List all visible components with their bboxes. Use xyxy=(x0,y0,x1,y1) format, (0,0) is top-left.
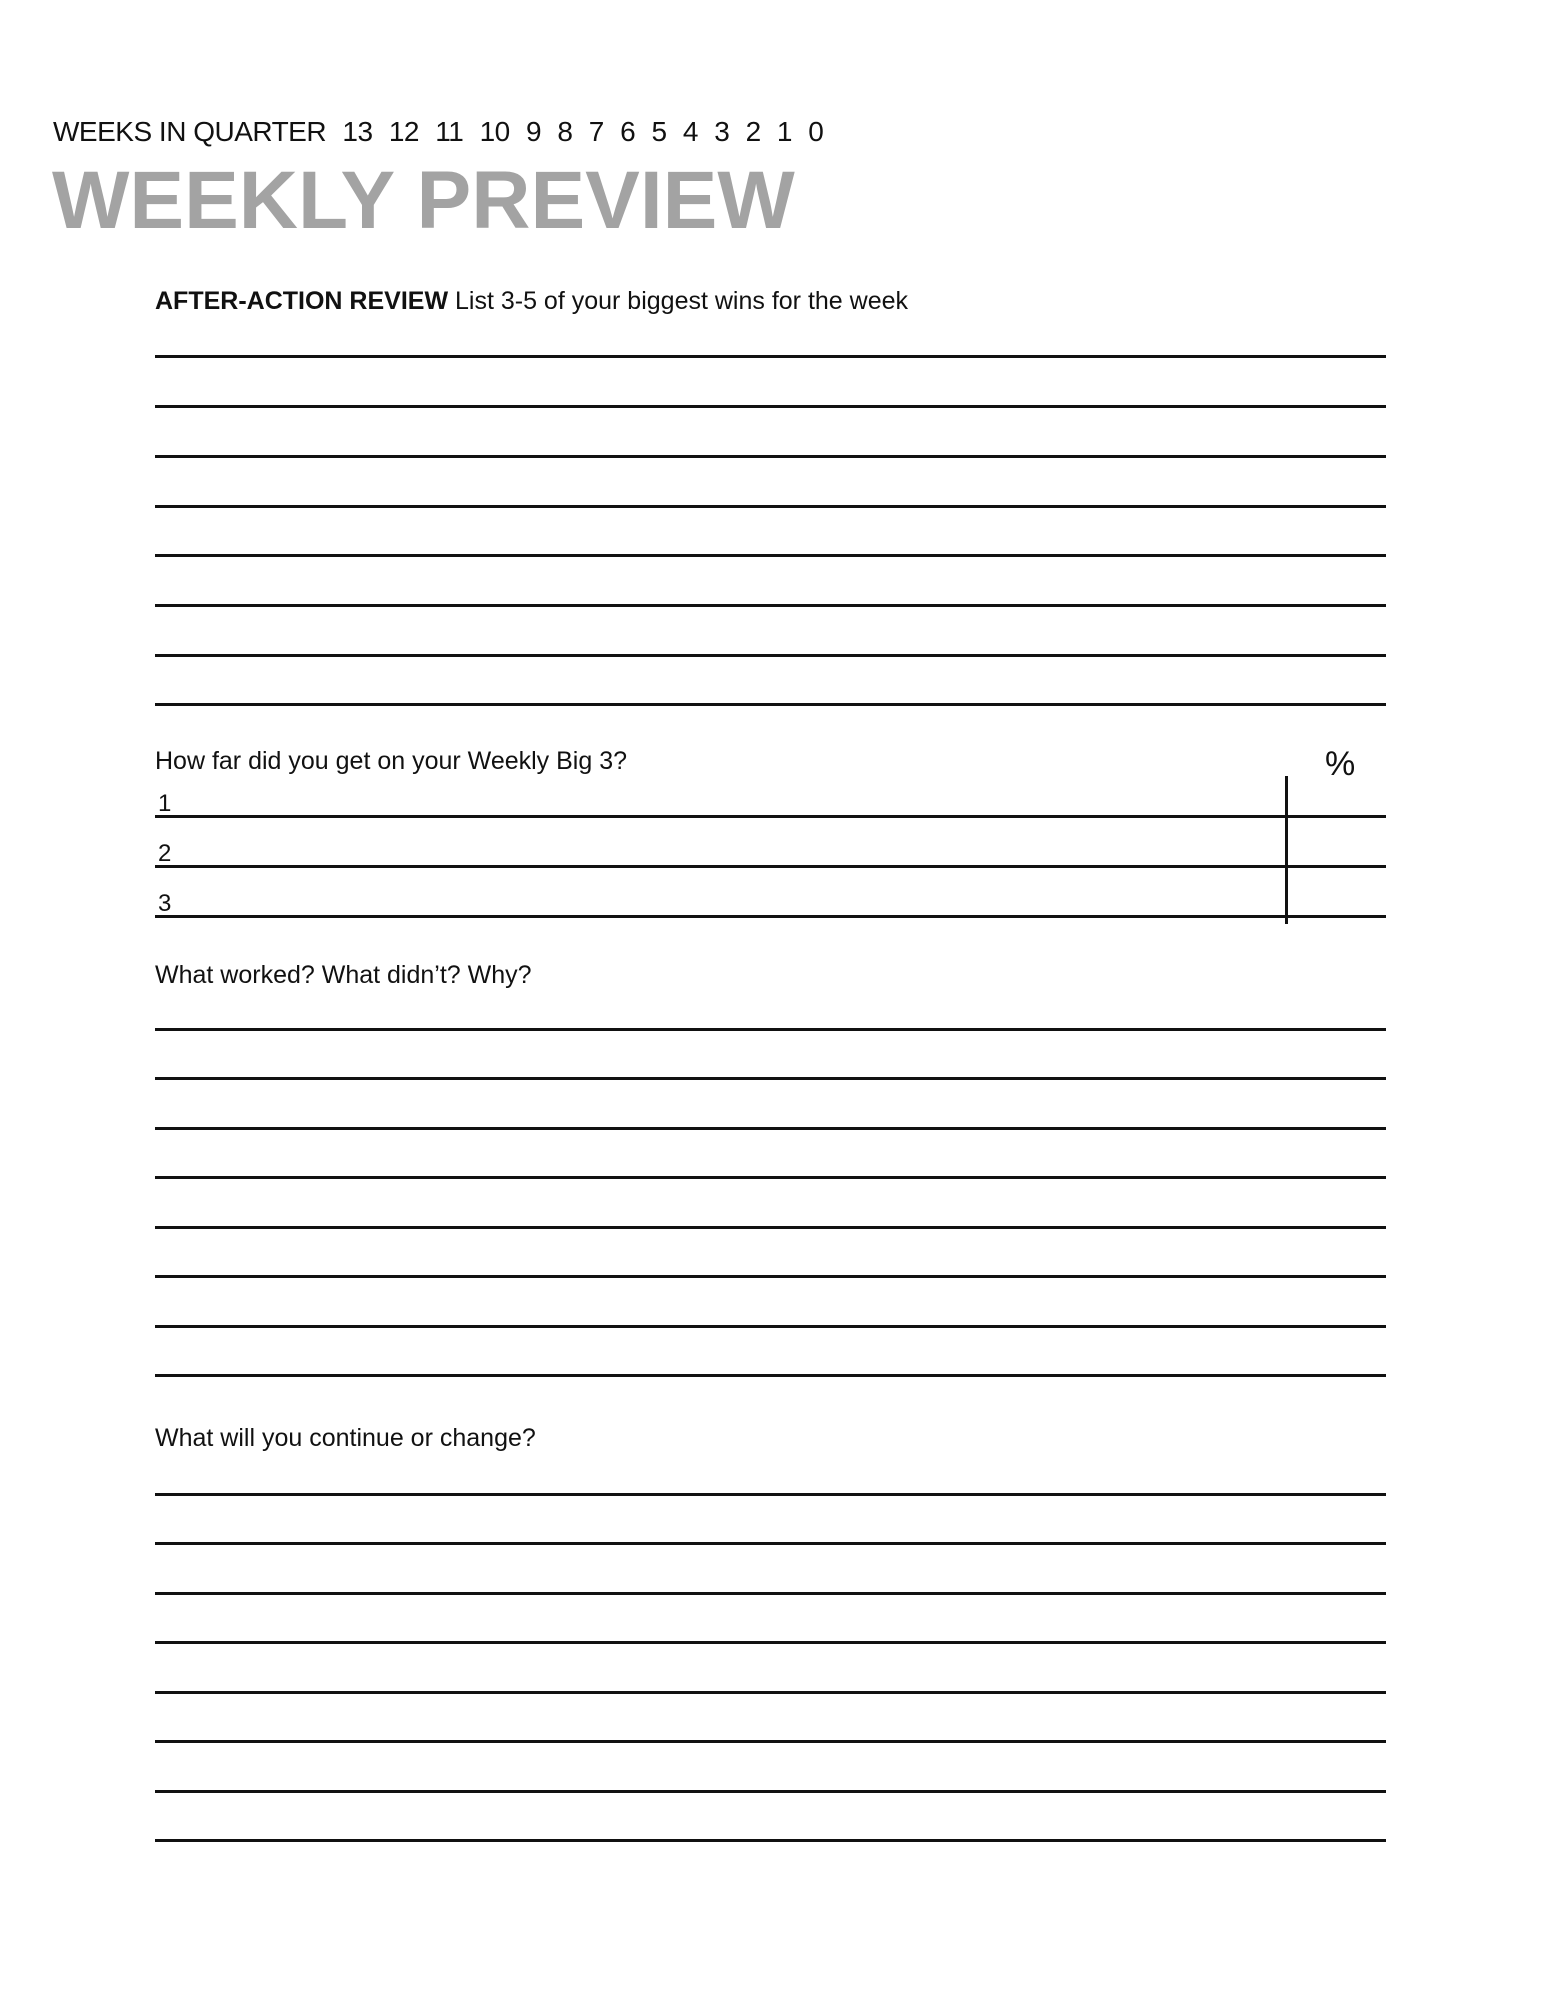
week-number: 4 xyxy=(682,116,698,147)
writing-line[interactable] xyxy=(155,1127,1386,1130)
writing-line[interactable] xyxy=(155,1740,1386,1743)
week-number: 8 xyxy=(557,116,573,147)
week-number: 11 xyxy=(435,116,464,147)
writing-line[interactable] xyxy=(155,1028,1386,1031)
after-action-heading: AFTER-ACTION REVIEW xyxy=(155,287,449,315)
week-number: 13 xyxy=(342,116,373,147)
writing-line[interactable] xyxy=(155,1077,1386,1080)
week-number: 1 xyxy=(776,116,792,147)
page-title: WEEKLY PREVIEW xyxy=(52,155,795,246)
writing-line[interactable] xyxy=(155,1493,1386,1496)
after-action-instruction: List 3-5 of your biggest wins for the week xyxy=(455,287,909,315)
big3-item-number: 3 xyxy=(158,890,172,917)
writing-line[interactable] xyxy=(155,355,1386,358)
worked-question: What worked? What didn’t? Why? xyxy=(155,961,532,989)
writing-line[interactable] xyxy=(155,1374,1386,1377)
writing-line[interactable] xyxy=(155,654,1386,657)
writing-line[interactable] xyxy=(155,1839,1386,1842)
weeks-in-quarter xyxy=(53,116,823,148)
big3-line[interactable] xyxy=(155,915,1386,918)
big3-line[interactable] xyxy=(155,865,1386,868)
writing-line[interactable] xyxy=(155,1275,1386,1278)
writing-line[interactable] xyxy=(155,554,1386,557)
writing-line[interactable] xyxy=(155,1691,1386,1694)
week-number: 12 xyxy=(388,116,419,147)
big3-question: How far did you get on your Weekly Big 3? xyxy=(155,747,628,775)
writing-line[interactable] xyxy=(155,1641,1386,1644)
writing-line[interactable] xyxy=(155,1542,1386,1545)
writing-line[interactable] xyxy=(155,455,1386,458)
writing-line[interactable] xyxy=(155,1790,1386,1793)
writing-line[interactable] xyxy=(155,1325,1386,1328)
percent-divider xyxy=(1285,776,1288,924)
writing-line[interactable] xyxy=(155,505,1386,508)
writing-line[interactable] xyxy=(155,1226,1386,1229)
week-number: 6 xyxy=(620,116,636,147)
week-number: 3 xyxy=(714,116,730,147)
big3-item-number: 1 xyxy=(158,790,172,817)
writing-line[interactable] xyxy=(155,703,1386,706)
writing-line[interactable] xyxy=(155,1176,1386,1179)
week-number: 10 xyxy=(479,116,510,147)
week-number: 2 xyxy=(745,116,761,147)
writing-line[interactable] xyxy=(155,405,1386,408)
week-number: 7 xyxy=(588,116,604,147)
writing-line[interactable] xyxy=(155,1592,1386,1595)
big3-line[interactable] xyxy=(155,815,1386,818)
after-action-prompt xyxy=(155,287,908,316)
big3-item-number: 2 xyxy=(158,840,172,867)
week-number: 5 xyxy=(651,116,667,147)
continue-question: What will you continue or change? xyxy=(155,1424,536,1452)
week-number: 0 xyxy=(808,116,824,147)
percent-label: % xyxy=(1325,745,1356,783)
week-number: 9 xyxy=(526,116,542,147)
writing-line[interactable] xyxy=(155,604,1386,607)
weeks-label: WEEKS IN QUARTER xyxy=(53,116,327,147)
